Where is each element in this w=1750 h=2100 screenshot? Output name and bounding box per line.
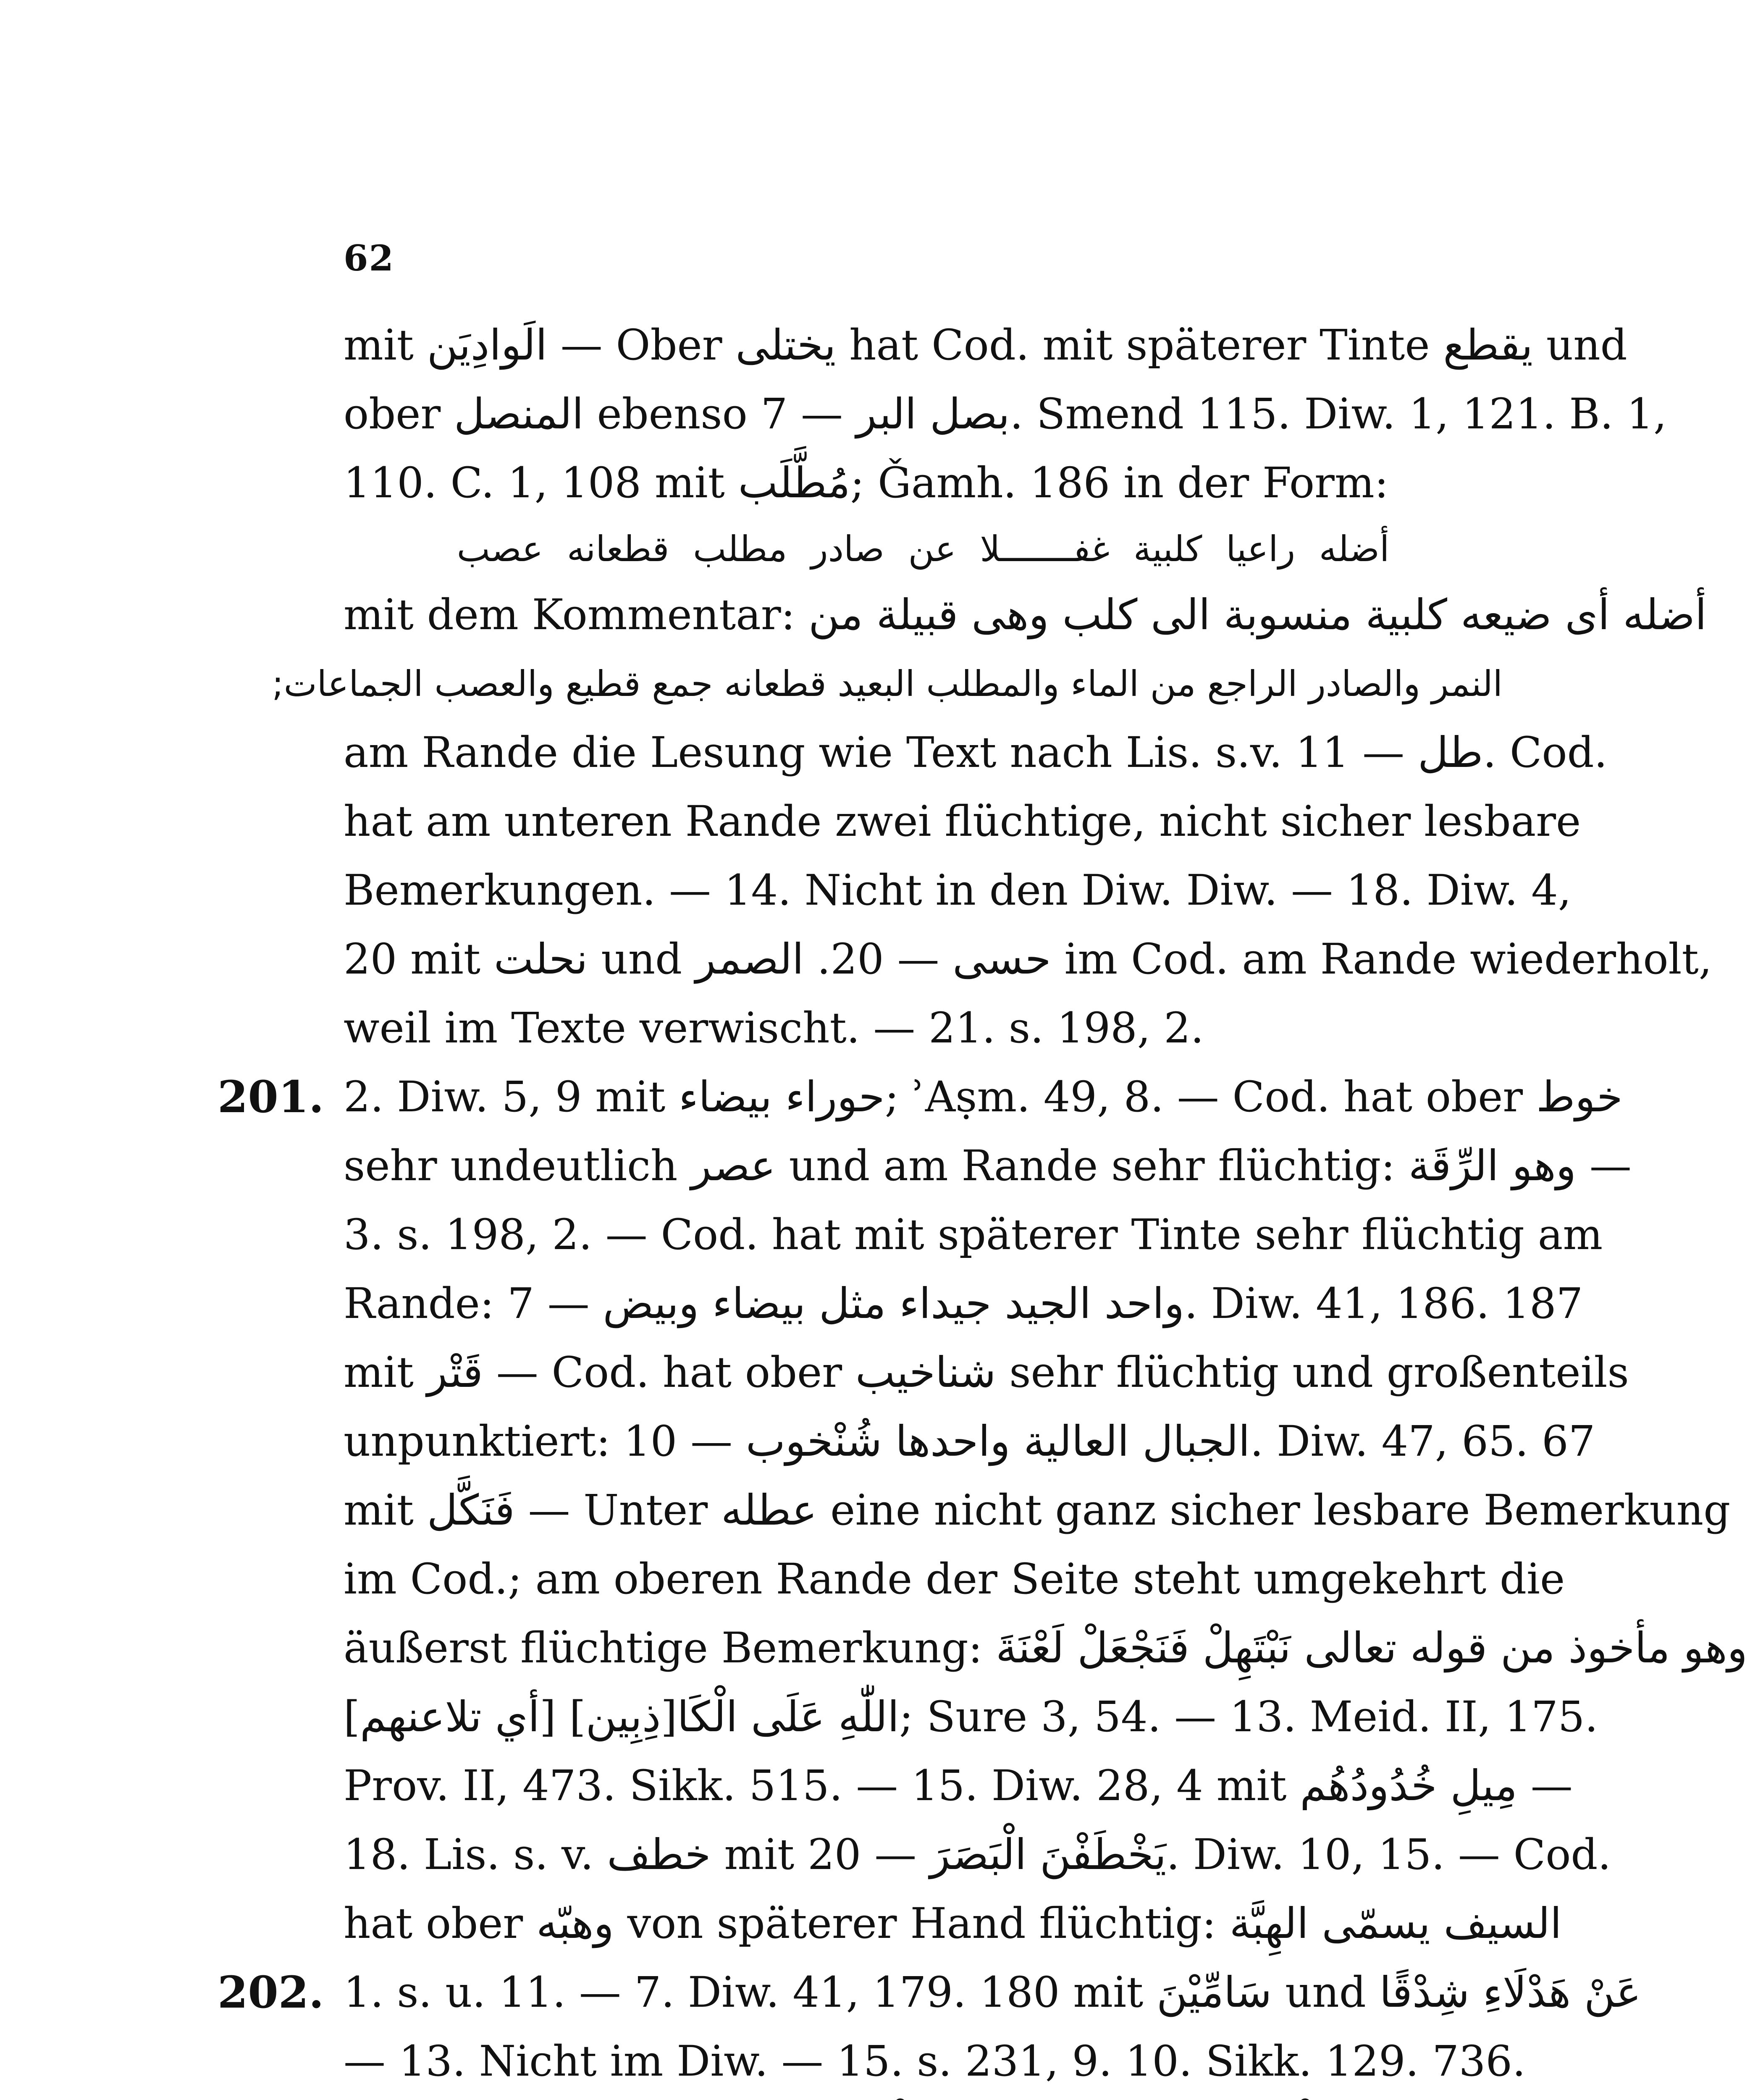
text-line: Bemerkungen. — 14. Nicht in den Diw. Diw. — 18. Diw. 4, [344, 866, 1572, 915]
text-line: 110. C. 1, 108 mit مُطَّلَب; Ǧamh. 186 in der Form: [344, 458, 1389, 507]
page-number: 62 [344, 237, 394, 279]
arabic-verse: أضله راعيا كلبية غفـــــــلا عن صادر مطلب قطعانه عصب [457, 528, 1390, 570]
text-line: mit قَتْر — Cod. hat ober شناخيب sehr flüchtig und großenteils [344, 1348, 1629, 1397]
text-line: Prov. II, 473. Sikk. 515. — 15. Diw. 28, 4 mit مِيلِ خُدُودُهُم — [344, 1761, 1573, 1810]
text-line: Rande: واحد الجيد جيداء مثل بيضاء وبيض — 7. Diw. 41, 186. 187 [344, 1279, 1583, 1328]
text-line [344, 2096, 1503, 2100]
text-line: [أي تلاعنهم] اللّٰهِ عَلَى الْكَا[ذِبِين]; Sure 3, 54. — 13. Meid. II, 175. [344, 1692, 1598, 1741]
text-line: sehr undeutlich عصر und am Rande sehr flüchtig: وهو الرِّقَة — [344, 1141, 1632, 1190]
text-line: 1. s. u. 11. — 7. Diw. 41, 179. 180 mit سَامِّيْنَ und عَنْ هَدْلَاءِ شِدْقًا [344, 1968, 1641, 2017]
entry-201-first-line [218, 1063, 1623, 1131]
text-line: 18. Lis. s. v. خطف mit يَخْطَفْنَ الْبَصَرَ — 20. Diw. 10, 15. — Cod. [344, 1830, 1611, 1879]
entry-202-first-line [218, 1958, 1641, 2027]
text-line: — 13. Nicht im Diw. — 15. s. 231, 9. 10. Sikk. 129. 736. [344, 2037, 1526, 2086]
text-line: weil im Texte verwischt. — 21. s. 198, 2. [344, 1003, 1204, 1053]
commentary-text [218, 311, 1747, 2100]
text-line: 3. s. 198, 2. — Cod. hat mit späterer Tinte sehr flüchtig am [344, 1210, 1603, 1259]
text-line: mit dem Kommentar: أضله أى ضيعه كلبية منسوبة الى كلب وهى قبيلة من [344, 590, 1707, 639]
text-line: äußerst flüchtige Bemerkung: وهو مأخوذ من قوله تعالى نَبْتَهِلْ فَنَجْعَلْ لَعْنَةَ [344, 1623, 1747, 1672]
entry-number-202: 202. [218, 1966, 324, 2018]
text-line: am Rande die Lesung wie Text nach Lis. s.v. طل — 11. Cod. [344, 728, 1608, 777]
text-line: 2. Diw. 5, 9 mit حوراء بيضاء; ʾAṣm. 49, 8. — Cod. hat ober خوط [344, 1072, 1623, 1121]
text-line: im Cod.; am oberen Rande der Seite steht umgekehrt die [344, 1554, 1565, 1604]
text-line: mit الَوادِيَن — Ober يختلى hat Cod. mit späterer Tinte يقطع und [344, 320, 1627, 370]
entry-number-201: 201. [218, 1071, 324, 1123]
text-line: hat am unteren Rande zwei flüchtige, nicht sicher lesbare [344, 797, 1581, 846]
text-line: unpunktiert: الجبال العالية واحدها شُنْخوب — 10. Diw. 47, 65. 67 [344, 1417, 1595, 1466]
text-line: mit فَنَكَّل — Unter عطله eine nicht ganz sicher lesbare Bemerkung [344, 1486, 1731, 1535]
text-line: 20 mit نحلت und حسى — 20. الصمر im Cod. am Rande wiederholt, [344, 934, 1712, 984]
arabic-commentary-line: النمر والصادر الراجع من الماء والمطلب البعيد قطعانه جمع قطيع والعصب الجماعات; [272, 663, 1503, 704]
text-line: ober المنصل ebenso بصل البر — 7. Smend 115. Diw. 1, 121. B. 1, [344, 389, 1667, 438]
text-line: hat ober وهبّه von späterer Hand flüchtig: السيف يسمّى الهِبَّة [344, 1899, 1562, 1948]
